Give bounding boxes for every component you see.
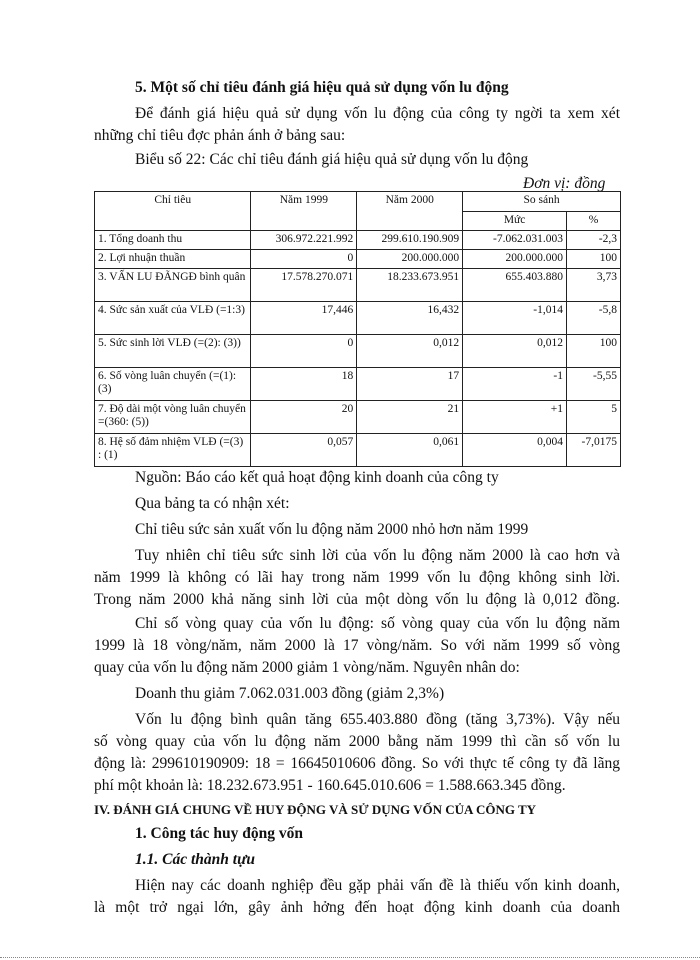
cell-indicator: 5. Sức sinh lời VLĐ (=(2): (3)) bbox=[95, 335, 251, 368]
section-heading-iv: IV. ĐÁNH GIÁ CHUNG VỀ HUY ĐỘNG VÀ SỬ DỤNG VỐN CỦA CÔNG TY bbox=[94, 802, 537, 817]
paragraph-line: Trong năm 2000 khả năng sinh lời của một dòng vốn lu động là 0,012 đồng. bbox=[94, 591, 620, 608]
cell-indicator: 1. Tổng doanh thu bbox=[95, 231, 251, 250]
table-row bbox=[95, 302, 621, 335]
section-heading-5: 5. Một số chỉ tiêu đánh giá hiệu quả sử dụng vốn lu động bbox=[135, 79, 509, 96]
cell-2000: 0,012 bbox=[357, 335, 463, 368]
cell-2000: 16,432 bbox=[357, 302, 463, 335]
cell-indicator: 8. Hệ số đảm nhiệm VLĐ (=(3) : (1) bbox=[95, 434, 251, 467]
table-row bbox=[95, 401, 621, 434]
cell-2000: 21 bbox=[357, 401, 463, 434]
cell-level: -7.062.031.003 bbox=[463, 231, 567, 250]
cell-indicator: 6. Số vòng luân chuyển (=(1): (3) bbox=[95, 368, 251, 401]
cell-1999: 18 bbox=[251, 368, 357, 401]
page-bottom-rule bbox=[0, 957, 700, 958]
cell-1999: 0,057 bbox=[251, 434, 357, 467]
header-1999: Năm 1999 bbox=[251, 192, 357, 231]
cell-2000: 18.233.673.951 bbox=[357, 269, 463, 302]
cell-1999: 17,446 bbox=[251, 302, 357, 335]
cell-level: +1 bbox=[463, 401, 567, 434]
cell-pct: 5 bbox=[567, 401, 621, 434]
cell-indicator: 2. Lợi nhuận thuần bbox=[95, 250, 251, 269]
paragraph-line: quay của vốn lu động năm 2000 giảm 1 vòng/năm. Nguyên nhân do: bbox=[94, 659, 520, 676]
paragraph-line: năm 1999 là không có lãi hay trong năm 1999 vốn lu động không sinh lời. bbox=[94, 569, 620, 586]
cell-2000: 299.610.190.909 bbox=[357, 231, 463, 250]
cell-pct: 100 bbox=[567, 250, 621, 269]
table-row bbox=[95, 269, 621, 302]
paragraph-line: 1999 là 18 vòng/năm, năm 2000 là 17 vòng/năm. So với năm 1999 số vòng bbox=[94, 637, 620, 654]
cell-pct: -5,8 bbox=[567, 302, 621, 335]
intro-paragraph-line: những chỉ tiêu đợc phản ánh ở bảng sau: bbox=[94, 127, 346, 144]
cell-pct: -5,55 bbox=[567, 368, 621, 401]
table-caption: Biểu số 22: Các chỉ tiêu đánh giá hiệu quả sử dụng vốn lu động bbox=[135, 151, 529, 168]
header-compare: So sánh bbox=[463, 192, 621, 212]
paragraph-line: phí một khoản là: 18.232.673.951 - 160.645.010.606 = 1.588.663.345 đồng. bbox=[94, 777, 566, 794]
cell-indicator: 3. VẤN LU ĐÃNGĐ bình quân bbox=[95, 269, 251, 302]
header-pct: % bbox=[567, 211, 621, 231]
cell-2000: 0,061 bbox=[357, 434, 463, 467]
header-2000: Năm 2000 bbox=[357, 192, 463, 231]
paragraph-line: Tuy nhiên chỉ tiêu sức sinh lời của vốn lu động năm 2000 là cao hơn và bbox=[135, 547, 620, 564]
table-row bbox=[95, 335, 621, 368]
cell-level: 655.403.880 bbox=[463, 269, 567, 302]
paragraph-line: Chỉ số vòng quay của vốn lu động: số vòng quay của vốn lu động năm bbox=[135, 615, 620, 632]
paragraph-line: Qua bảng ta có nhận xét: bbox=[135, 495, 290, 512]
cell-pct: 3,73 bbox=[567, 269, 621, 302]
header-level: Mức bbox=[463, 211, 567, 231]
cell-1999: 0 bbox=[251, 250, 357, 269]
cell-level: 200.000.000 bbox=[463, 250, 567, 269]
cell-1999: 0 bbox=[251, 335, 357, 368]
source-note: Nguồn: Báo cáo kết quả hoạt động kinh doanh của công ty bbox=[135, 469, 499, 486]
cell-indicator: 7. Độ dài một vòng luân chuyển =(360: (5)) bbox=[95, 401, 251, 434]
cell-1999: 17.578.270.071 bbox=[251, 269, 357, 302]
paragraph-line: động là: 299610190909: 18 = 16645010606 đồng. So với thực tế công ty đã lãng bbox=[94, 755, 620, 772]
cell-level: -1 bbox=[463, 368, 567, 401]
header-indicator: Chỉ tiêu bbox=[95, 192, 251, 231]
cell-pct: -2,3 bbox=[567, 231, 621, 250]
section-heading-1: 1. Công tác huy động vốn bbox=[135, 825, 303, 842]
cell-level: -1,014 bbox=[463, 302, 567, 335]
table-row bbox=[95, 434, 621, 467]
cell-1999: 20 bbox=[251, 401, 357, 434]
table-header-row bbox=[95, 192, 621, 212]
cell-pct: 100 bbox=[567, 335, 621, 368]
table-row bbox=[95, 231, 621, 250]
intro-paragraph-line: Để đánh giá hiệu quả sử dụng vốn lu động của công ty ngời ta xem xét bbox=[135, 105, 620, 122]
paragraph-line: là một trở ngại lớn, gây ảnh hởng đến hoạt động kinh doanh của doanh bbox=[94, 899, 620, 916]
cell-indicator: 4. Sức sản xuất của VLĐ (=1:3) bbox=[95, 302, 251, 335]
cell-2000: 200.000.000 bbox=[357, 250, 463, 269]
table-row bbox=[95, 250, 621, 269]
cell-pct: -7,0175 bbox=[567, 434, 621, 467]
paragraph-line: Vốn lu động bình quân tăng 655.403.880 đồng (tăng 3,73%). Vậy nếu bbox=[135, 711, 620, 728]
table-row bbox=[95, 368, 621, 401]
cell-2000: 17 bbox=[357, 368, 463, 401]
paragraph-line: Doanh thu giảm 7.062.031.003 đồng (giảm 2,3%) bbox=[135, 685, 445, 702]
cell-level: 0,012 bbox=[463, 335, 567, 368]
section-heading-1-1: 1.1. Các thành tựu bbox=[135, 851, 255, 868]
paragraph-line: số vòng quay của vốn lu động năm 2000 bằng năm 1999 thì cần số vốn lu bbox=[94, 733, 620, 750]
paragraph-line: Hiện nay các doanh nghiệp đều gặp phải vấn đề là thiếu vốn kinh doanh, bbox=[135, 877, 620, 894]
unit-label: Đơn vị: đồng bbox=[523, 175, 606, 192]
indicator-table bbox=[94, 191, 621, 467]
cell-1999: 306.972.221.992 bbox=[251, 231, 357, 250]
paragraph-line: Chỉ tiêu sức sản xuất vốn lu động năm 2000 nhỏ hơn năm 1999 bbox=[135, 521, 529, 538]
cell-level: 0,004 bbox=[463, 434, 567, 467]
